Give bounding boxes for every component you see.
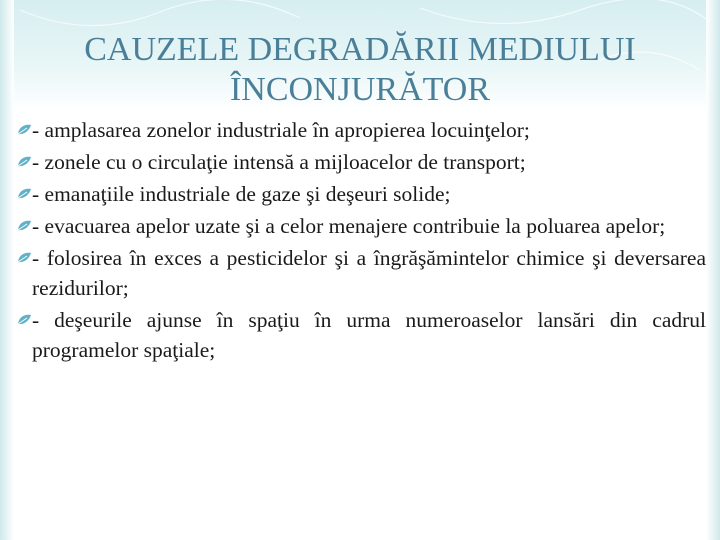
bullet-text: - zonele cu o circulaţie intensă a mijloacelor de transport; [32, 150, 526, 174]
bullet-text: - deşeurile ajunse în spaţiu în urma numeroaselor lansări din cadrul programelor spaţiale; [32, 308, 706, 362]
bullet-text: - amplasarea zonelor industriale în apropierea locuinţelor; [32, 118, 530, 142]
slide-title [20, 30, 700, 110]
list-item [18, 115, 706, 145]
leaf-bullet-icon [16, 186, 32, 202]
leaf-bullet-icon [16, 312, 32, 328]
bullet-text: - emanaţiile industriale de gaze şi deşeuri solide; [32, 182, 451, 206]
list-item [18, 179, 706, 209]
list-item [18, 243, 706, 303]
title-line-1: CAUZELE DEGRADĂRII MEDIULUI [84, 31, 636, 68]
bullet-text: - folosirea în exces a pesticidelor şi a îngrăşămintelor chimice şi deversarea rezidurilor; [32, 246, 706, 300]
list-item [18, 211, 706, 241]
list-item [18, 147, 706, 177]
title-line-2: ÎNCONJURĂTOR [229, 71, 491, 108]
leaf-bullet-icon [16, 122, 32, 138]
leaf-bullet-icon [16, 250, 32, 266]
leaf-bullet-icon [16, 218, 32, 234]
leaf-bullet-icon [16, 154, 32, 170]
list-item [18, 305, 706, 365]
bullet-text: - evacuarea apelor uzate şi a celor menajere contribuie la poluarea apelor; [32, 214, 666, 238]
bullet-list [18, 115, 706, 367]
